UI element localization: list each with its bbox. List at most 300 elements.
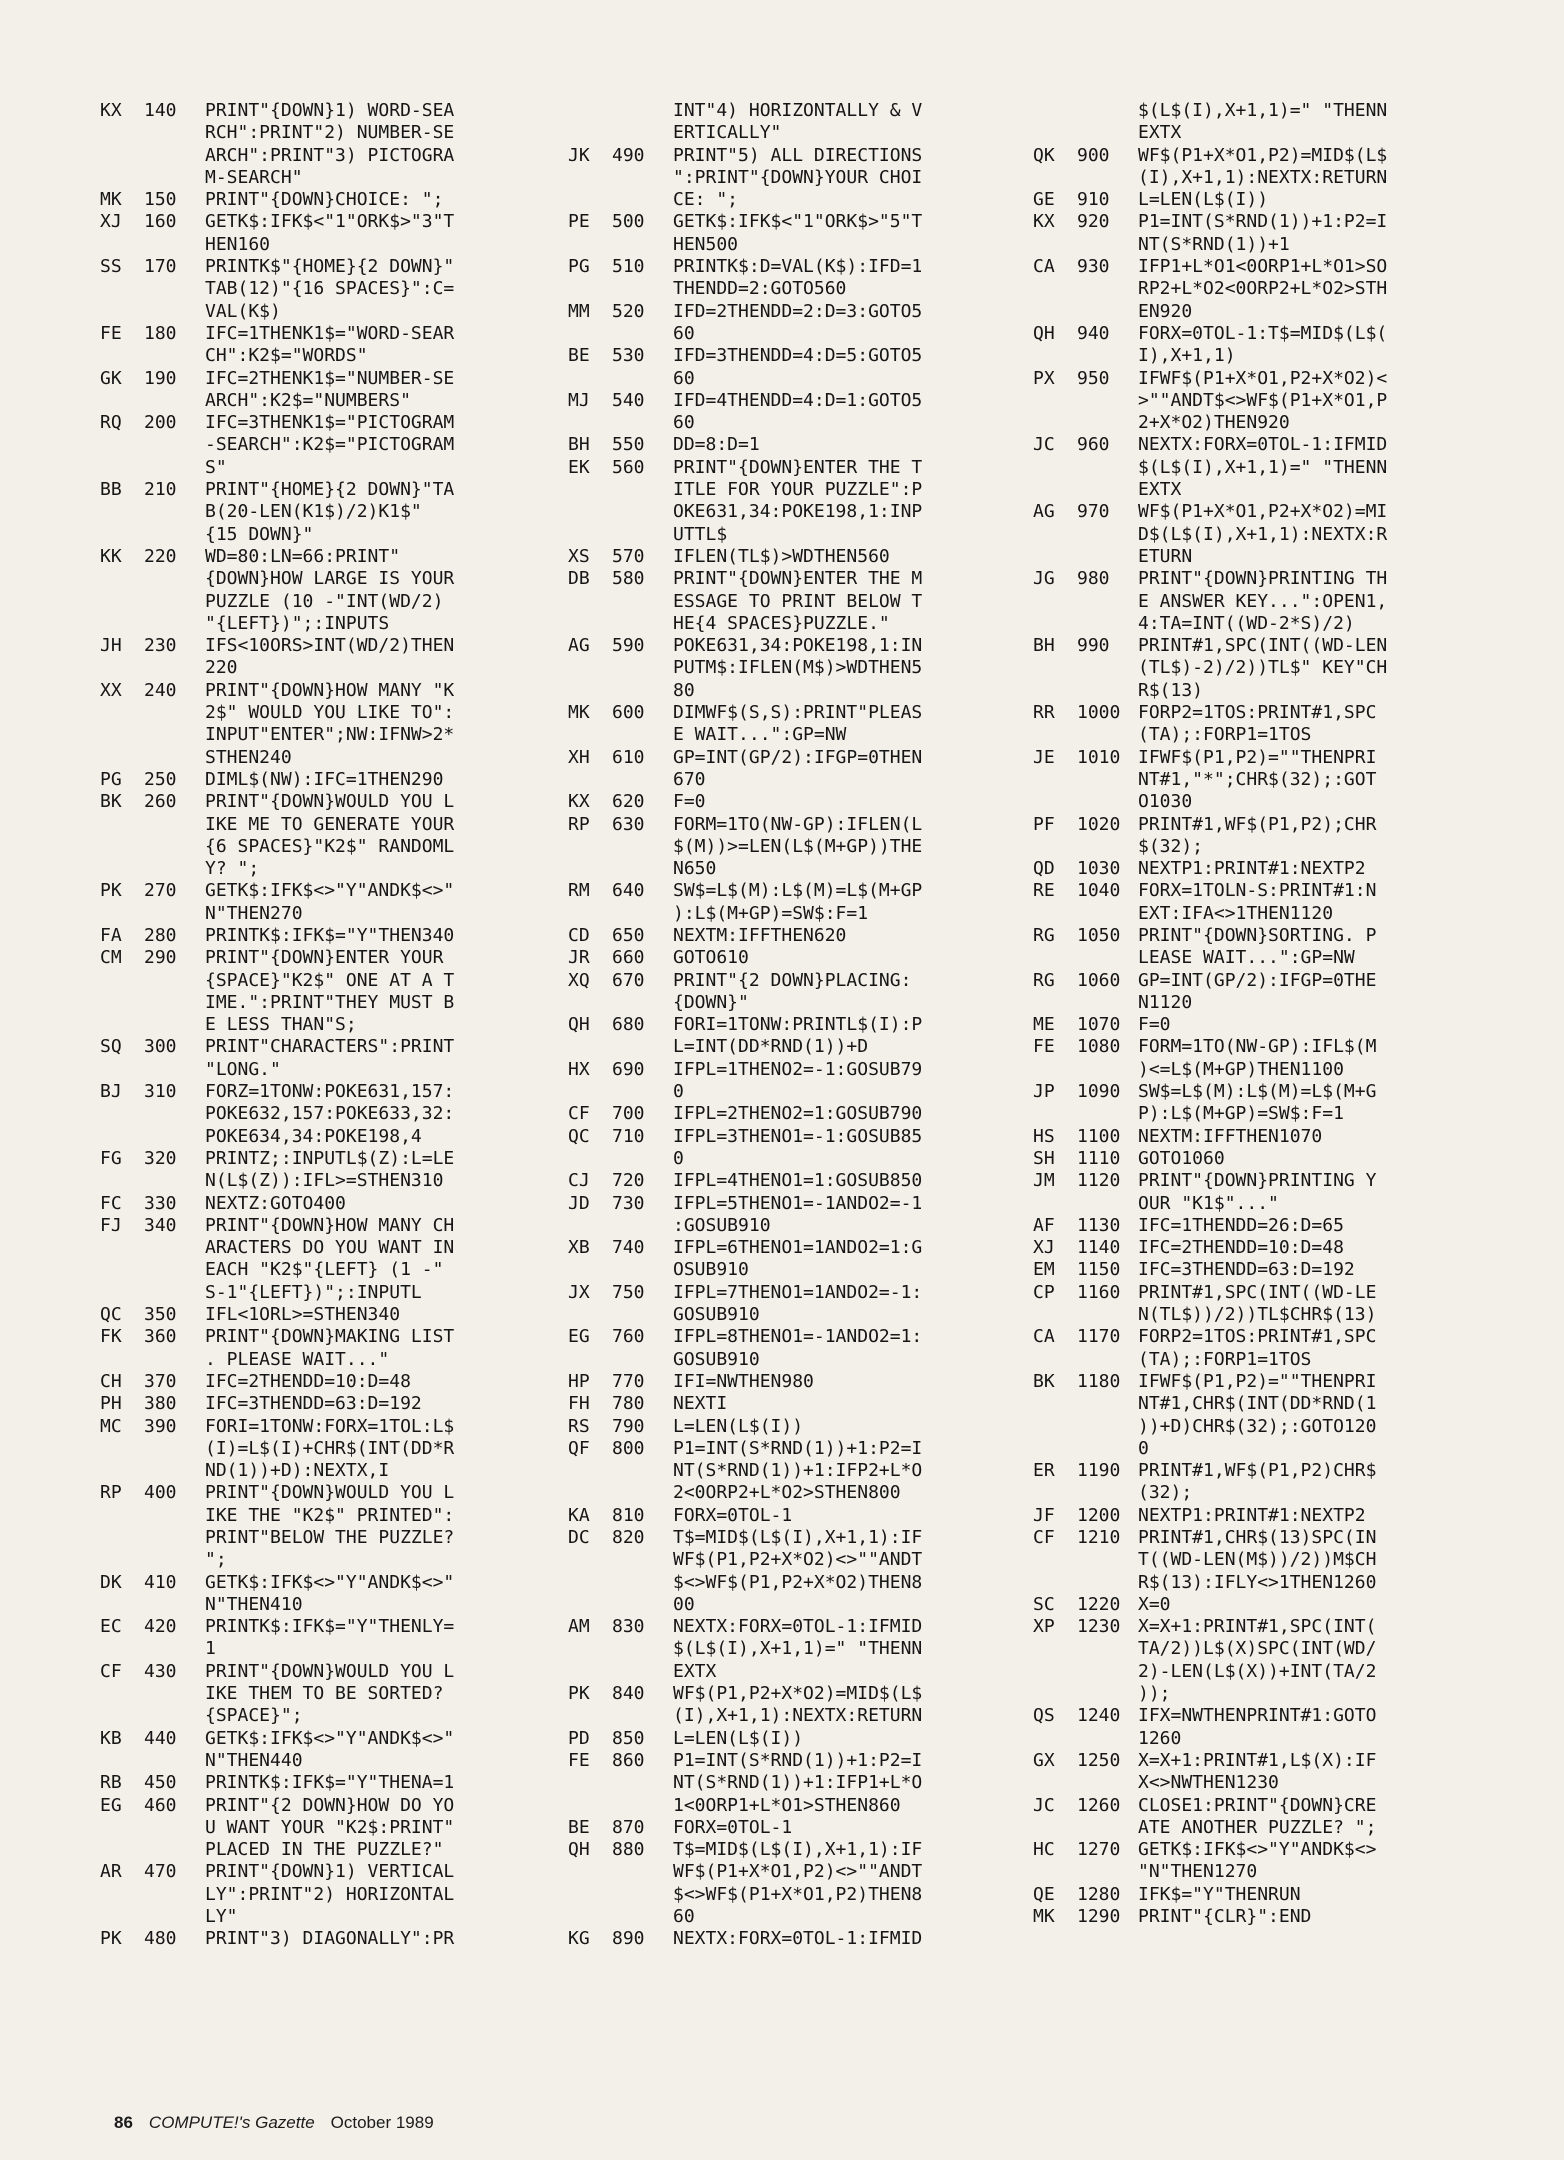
code-continuation-line xyxy=(100,1705,536,1727)
code-continuation-line xyxy=(568,858,1006,880)
code-continuation-line xyxy=(568,1549,1006,1571)
checksum-code: GX xyxy=(1033,1749,1055,1771)
line-number: 380 xyxy=(144,1393,177,1415)
code-text: L=INT(DD*RND(1))+D xyxy=(673,1036,869,1058)
line-number: 190 xyxy=(144,367,177,389)
code-text: PLACED IN THE PUZZLE?" xyxy=(205,1839,444,1861)
code-line xyxy=(100,1482,536,1504)
code-line xyxy=(568,145,1006,167)
code-continuation-line xyxy=(568,1304,1006,1326)
code-text: N"THEN270 xyxy=(205,902,303,924)
code-continuation-line xyxy=(1033,278,1469,300)
code-text: NEXTX:FORX=0TOL-1:IFMID xyxy=(1138,434,1388,456)
code-text: N1120 xyxy=(1138,991,1193,1013)
code-text: PRINT#1,WF$(P1,P2);CHR xyxy=(1138,813,1377,835)
line-number: 980 xyxy=(1077,568,1110,590)
line-number: 1170 xyxy=(1077,1326,1121,1348)
checksum-code: CM xyxy=(100,947,122,969)
checksum-code: EG xyxy=(568,1326,590,1348)
code-text: WF$(P1,P2+X*O2)=MID$(L$ xyxy=(673,1683,923,1705)
code-continuation-line xyxy=(568,1081,1006,1103)
line-number: 580 xyxy=(612,568,645,590)
code-continuation-line xyxy=(100,992,536,1014)
code-continuation-line xyxy=(100,747,536,769)
line-number: 680 xyxy=(612,1014,645,1036)
line-number: 840 xyxy=(612,1683,645,1705)
code-text: PRINT"3) DIAGONALLY":PR xyxy=(205,1928,455,1950)
line-number: 1040 xyxy=(1077,880,1121,902)
code-text: {SPACE}"; xyxy=(205,1705,303,1727)
code-text: IFC=2THENDD=10:D=48 xyxy=(205,1370,411,1392)
code-continuation-line xyxy=(1033,836,1469,858)
code-text: STHEN240 xyxy=(205,746,292,768)
checksum-code: BE xyxy=(568,1816,590,1838)
code-text: PRINT"{CLR}":END xyxy=(1138,1906,1312,1928)
line-number: 250 xyxy=(144,768,177,790)
code-text: NT(S*RND(1))+1:IFP2+L*O xyxy=(673,1460,923,1482)
line-number: 900 xyxy=(1077,144,1110,166)
code-line xyxy=(568,1103,1006,1125)
line-number: 450 xyxy=(144,1772,177,1794)
code-line xyxy=(100,925,536,947)
checksum-code: XS xyxy=(568,545,590,567)
line-number: 1140 xyxy=(1077,1237,1121,1259)
code-text: IFC=1THENK1$="WORD-SEAR xyxy=(205,322,455,344)
line-number: 740 xyxy=(612,1237,645,1259)
line-number: 410 xyxy=(144,1571,177,1593)
checksum-code: AF xyxy=(1033,1214,1055,1236)
code-text: IFWF$(P1+X*O1,P2+X*O2)< xyxy=(1138,367,1388,389)
code-text: B(20-LEN(K1$)/2)K1$" xyxy=(205,501,422,523)
code-text: $(32); xyxy=(1138,835,1204,857)
code-continuation-line xyxy=(1033,769,1469,791)
code-line xyxy=(1033,1884,1469,1906)
code-line xyxy=(1033,925,1469,947)
code-continuation-line xyxy=(1033,546,1469,568)
code-text: )<=L$(M+GP)THEN1100 xyxy=(1138,1058,1344,1080)
code-line xyxy=(1033,858,1469,880)
code-text: ND(1))+D):NEXTX,I xyxy=(205,1460,390,1482)
line-number: 500 xyxy=(612,211,645,233)
code-text: THENDD=2:GOTO560 xyxy=(673,278,847,300)
code-text: 1260 xyxy=(1138,1727,1182,1749)
code-text: IME.":PRINT"THEY MUST B xyxy=(205,991,455,1013)
code-text: IFLEN(TL$)>WDTHEN560 xyxy=(673,545,890,567)
checksum-code: PF xyxy=(1033,813,1055,835)
code-continuation-line xyxy=(568,657,1006,679)
code-line xyxy=(100,1193,536,1215)
code-continuation-line xyxy=(1033,680,1469,702)
checksum-code: QD xyxy=(1033,858,1055,880)
code-continuation-line xyxy=(1033,591,1469,613)
code-line xyxy=(100,1304,536,1326)
code-continuation-line xyxy=(100,167,536,189)
page-number: 86 xyxy=(114,2113,133,2132)
code-text: EXT:IFA<>1THEN1120 xyxy=(1138,902,1334,924)
code-continuation-line xyxy=(568,501,1006,523)
line-number: 1230 xyxy=(1077,1616,1121,1638)
code-text: NT(S*RND(1))+1:IFP1+L*O xyxy=(673,1772,923,1794)
code-continuation-line xyxy=(1033,724,1469,746)
line-number: 1200 xyxy=(1077,1504,1121,1526)
code-line xyxy=(100,1661,536,1683)
code-continuation-line xyxy=(100,1103,536,1125)
code-text: PRINTK$:IFK$="Y"THEN340 xyxy=(205,924,455,946)
code-text: IFWF$(P1,P2)=""THENPRI xyxy=(1138,1370,1377,1392)
code-line xyxy=(568,1728,1006,1750)
code-line xyxy=(568,1193,1006,1215)
code-continuation-line xyxy=(1033,1728,1469,1750)
line-number: 890 xyxy=(612,1928,645,1950)
code-text: VAL(K$) xyxy=(205,300,281,322)
checksum-code: QK xyxy=(1033,144,1055,166)
line-number: 160 xyxy=(144,211,177,233)
code-continuation-line xyxy=(100,434,536,456)
page-footer xyxy=(114,2113,434,2133)
code-line xyxy=(1033,568,1469,590)
code-continuation-line xyxy=(100,1170,536,1192)
checksum-code: RG xyxy=(1033,924,1055,946)
code-line xyxy=(1033,1839,1469,1861)
code-text: IFI=NWTHEN980 xyxy=(673,1370,814,1392)
code-line xyxy=(100,791,536,813)
line-number: 230 xyxy=(144,635,177,657)
checksum-code: RM xyxy=(568,880,590,902)
code-continuation-line xyxy=(568,167,1006,189)
code-text: PRINT"{DOWN}HOW MANY "K xyxy=(205,679,455,701)
code-continuation-line xyxy=(100,1527,536,1549)
code-text: X=X+1:PRINT#1,SPC(INT( xyxy=(1138,1616,1377,1638)
code-text: OUR "K1$"..." xyxy=(1138,1192,1279,1214)
code-continuation-line xyxy=(100,345,536,367)
code-continuation-line xyxy=(100,457,536,479)
code-continuation-line xyxy=(100,1505,536,1527)
code-line xyxy=(100,211,536,233)
code-text: FORI=1TONW:PRINTL$(I):P xyxy=(673,1014,923,1036)
checksum-code: BK xyxy=(100,791,122,813)
listing-column-2 xyxy=(568,100,1006,1951)
line-number: 400 xyxy=(144,1482,177,1504)
code-text: FORX=0TOL-1 xyxy=(673,1504,793,1526)
line-number: 270 xyxy=(144,880,177,902)
code-text: (I),X+1,1):NEXTX:RETURN xyxy=(1138,166,1388,188)
line-number: 1120 xyxy=(1077,1170,1121,1192)
code-text: PRINT"{DOWN}MAKING LIST xyxy=(205,1326,455,1348)
code-continuation-line xyxy=(100,702,536,724)
code-text: I),X+1,1) xyxy=(1138,345,1236,367)
code-text: PRINT"{DOWN}WOULD YOU L xyxy=(205,791,455,813)
code-line xyxy=(100,769,536,791)
code-line xyxy=(568,390,1006,412)
code-continuation-line xyxy=(568,769,1006,791)
code-text: PUZZLE (10 -"INT(WD/2) xyxy=(205,590,444,612)
checksum-code: FE xyxy=(1033,1036,1055,1058)
code-continuation-line xyxy=(100,858,536,880)
code-line xyxy=(568,1059,1006,1081)
code-text: FORX=0TOL-1:T$=MID$(L$( xyxy=(1138,322,1388,344)
code-continuation-line xyxy=(100,278,536,300)
checksum-code: CP xyxy=(1033,1281,1055,1303)
code-continuation-line xyxy=(100,1349,536,1371)
line-number: 1090 xyxy=(1077,1081,1121,1103)
code-text: NEXTM:IFFTHEN1070 xyxy=(1138,1125,1323,1147)
code-text: N"THEN440 xyxy=(205,1749,303,1771)
code-line xyxy=(1033,702,1469,724)
line-number: 540 xyxy=(612,389,645,411)
code-text: NT(S*RND(1))+1 xyxy=(1138,233,1290,255)
code-text: 2$" WOULD YOU LIKE TO": xyxy=(205,702,455,724)
line-number: 910 xyxy=(1077,189,1110,211)
code-text: PRINT"{DOWN}1) VERTICAL xyxy=(205,1861,455,1883)
code-line xyxy=(568,1683,1006,1705)
code-text: X=0 xyxy=(1138,1593,1171,1615)
code-line xyxy=(568,814,1006,836)
checksum-code: BB xyxy=(100,479,122,501)
code-text: IKE THEM TO BE SORTED? xyxy=(205,1683,444,1705)
code-continuation-line xyxy=(568,1572,1006,1594)
code-text: (TA);:FORP1=1TOS xyxy=(1138,724,1312,746)
code-text: (TL$)-2)/2))TL$" KEY"CH xyxy=(1138,657,1388,679)
code-line xyxy=(568,635,1006,657)
line-number: 950 xyxy=(1077,367,1110,389)
code-text: GP=INT(GP/2):IFGP=0THEN xyxy=(673,746,923,768)
checksum-code: SQ xyxy=(100,1036,122,1058)
code-continuation-line xyxy=(100,1683,536,1705)
code-line xyxy=(100,1795,536,1817)
code-continuation-line xyxy=(100,724,536,746)
code-text: 2<0ORP2+L*O2>STHEN800 xyxy=(673,1482,901,1504)
line-number: 730 xyxy=(612,1192,645,1214)
code-text: PRINT"{DOWN}ENTER YOUR xyxy=(205,947,444,969)
checksum-code: SC xyxy=(1033,1593,1055,1615)
code-text: PRINTZ;:INPUTL$(Z):L=LE xyxy=(205,1147,455,1169)
checksum-code: KX xyxy=(568,791,590,813)
code-text: $(L$(I),X+1,1)=" "THENN xyxy=(1138,100,1388,121)
code-text: (I),X+1,1):NEXTX:RETURN xyxy=(673,1705,923,1727)
code-text: IFPL=5THENO1=-1ANDO2=-1 xyxy=(673,1192,923,1214)
code-text: PRINTK$:IFK$="Y"THENA=1 xyxy=(205,1772,455,1794)
code-continuation-line xyxy=(568,1772,1006,1794)
code-line xyxy=(1033,211,1469,233)
code-text: PRINT#1,SPC(INT((WD-LE xyxy=(1138,1281,1377,1303)
code-line xyxy=(1033,1371,1469,1393)
code-continuation-line xyxy=(100,591,536,613)
line-number: 830 xyxy=(612,1616,645,1638)
code-continuation-line xyxy=(1033,1103,1469,1125)
magazine-title: COMPUTE!'s Gazette xyxy=(148,2113,315,2132)
code-continuation-line xyxy=(568,278,1006,300)
code-continuation-line xyxy=(1033,992,1469,1014)
line-number: 1220 xyxy=(1077,1593,1121,1615)
code-text: TA/2))L$(X)SPC(INT(WD/ xyxy=(1138,1638,1377,1660)
checksum-code: CF xyxy=(1033,1527,1055,1548)
line-number: 800 xyxy=(612,1437,645,1459)
code-text: P):L$(M+GP)=SW$:F=1 xyxy=(1138,1103,1344,1125)
code-text: OKE631,34:POKE198,1:INP xyxy=(673,501,923,523)
code-line xyxy=(568,1928,1006,1950)
code-continuation-line xyxy=(100,1638,536,1660)
code-line xyxy=(568,457,1006,479)
code-text: LY":PRINT"2) HORIZONTAL xyxy=(205,1883,455,1905)
code-line xyxy=(1033,1215,1469,1237)
code-line xyxy=(1033,1126,1469,1148)
code-text: F=0 xyxy=(1138,1014,1171,1036)
checksum-code: CH xyxy=(100,1370,122,1392)
code-continuation-line xyxy=(568,1148,1006,1170)
code-text: 60 xyxy=(673,322,695,344)
code-line xyxy=(100,546,536,568)
code-text: IFD=2THENDD=2:D=3:GOTO5 xyxy=(673,300,923,322)
checksum-code: KA xyxy=(568,1504,590,1526)
code-text: CE: "; xyxy=(673,189,739,211)
code-continuation-line xyxy=(1033,1304,1469,1326)
code-text: POKE632,157:POKE633,32: xyxy=(205,1103,455,1125)
line-number: 310 xyxy=(144,1081,177,1103)
code-text: T$=MID$(L$(I),X+1,1):IF xyxy=(673,1527,923,1548)
code-continuation-line xyxy=(1033,524,1469,546)
code-continuation-line xyxy=(1033,1861,1469,1883)
code-text: SW$=L$(M):L$(M)=L$(M+G xyxy=(1138,1081,1377,1103)
code-line xyxy=(100,1861,536,1883)
code-line xyxy=(1033,1170,1469,1192)
code-line xyxy=(100,1928,536,1950)
code-text: FORI=1TONW:FORX=1TOL:L$ xyxy=(205,1415,455,1437)
line-number: 1190 xyxy=(1077,1460,1121,1482)
code-text: ":PRINT"{DOWN}YOUR CHOI xyxy=(673,166,923,188)
code-continuation-line xyxy=(568,1594,1006,1616)
line-number: 300 xyxy=(144,1036,177,1058)
line-number: 440 xyxy=(144,1727,177,1749)
checksum-code: FK xyxy=(100,1326,122,1348)
code-text: LEASE WAIT...":GP=NW xyxy=(1138,947,1355,969)
code-line xyxy=(1033,635,1469,657)
code-text: OSUB910 xyxy=(673,1259,749,1281)
line-number: 220 xyxy=(144,545,177,567)
line-number: 530 xyxy=(612,345,645,367)
line-number: 330 xyxy=(144,1192,177,1214)
checksum-code: XQ xyxy=(568,969,590,991)
code-line xyxy=(568,1817,1006,1839)
checksum-code: EC xyxy=(100,1616,122,1638)
code-line xyxy=(1033,747,1469,769)
code-text: F=0 xyxy=(673,791,706,813)
checksum-code: KG xyxy=(568,1928,590,1950)
line-number: 290 xyxy=(144,947,177,969)
line-number: 340 xyxy=(144,1214,177,1236)
checksum-code: JF xyxy=(1033,1504,1055,1526)
code-text: E WAIT...":GP=NW xyxy=(673,724,847,746)
line-number: 700 xyxy=(612,1103,645,1125)
line-number: 1010 xyxy=(1077,746,1121,768)
code-continuation-line xyxy=(568,680,1006,702)
checksum-code: PK xyxy=(568,1683,590,1705)
code-continuation-line xyxy=(568,724,1006,746)
code-text: (TA);:FORP1=1TOS xyxy=(1138,1348,1312,1370)
code-text: "N"THEN1270 xyxy=(1138,1861,1258,1883)
line-number: 490 xyxy=(612,144,645,166)
code-text: ATE ANOTHER PUZZLE? "; xyxy=(1138,1816,1377,1838)
line-number: 170 xyxy=(144,256,177,278)
checksum-code: QH xyxy=(1033,322,1055,344)
code-line xyxy=(1033,256,1469,278)
checksum-code: PG xyxy=(568,256,590,278)
code-text: NEXTI xyxy=(673,1393,728,1415)
code-continuation-line xyxy=(568,368,1006,390)
code-line xyxy=(568,211,1006,233)
line-number: 720 xyxy=(612,1170,645,1192)
code-text: . PLEASE WAIT..." xyxy=(205,1348,390,1370)
code-line xyxy=(568,256,1006,278)
checksum-code: KX xyxy=(1033,211,1055,233)
code-continuation-line xyxy=(100,836,536,858)
code-text: {6 SPACES}"K2$" RANDOML xyxy=(205,835,455,857)
code-continuation-line xyxy=(1033,1661,1469,1683)
code-text: U WANT YOUR "K2$:PRINT" xyxy=(205,1816,455,1838)
checksum-code: EG xyxy=(100,1794,122,1816)
code-text: IFD=3THENDD=4:D=5:GOTO5 xyxy=(673,345,923,367)
line-number: 350 xyxy=(144,1304,177,1326)
code-continuation-line xyxy=(568,613,1006,635)
checksum-code: RS xyxy=(568,1415,590,1437)
code-text: E LESS THAN"S; xyxy=(205,1014,357,1036)
code-continuation-line xyxy=(100,1059,536,1081)
checksum-code: MK xyxy=(568,702,590,724)
code-text: IFC=2THENDD=10:D=48 xyxy=(1138,1237,1344,1259)
checksum-code: JE xyxy=(1033,746,1055,768)
code-text: GOTO1060 xyxy=(1138,1147,1225,1169)
line-number: 620 xyxy=(612,791,645,813)
code-text: IFPL=2THENO2=1:GOSUB790 xyxy=(673,1103,923,1125)
listing-column-3 xyxy=(1033,100,1469,1928)
code-text: PRINT"{DOWN}PRINTING Y xyxy=(1138,1170,1377,1192)
code-line xyxy=(100,880,536,902)
code-continuation-line xyxy=(100,1906,536,1928)
code-line xyxy=(568,345,1006,367)
code-text: IFS<10ORS>INT(WD/2)THEN xyxy=(205,635,455,657)
line-number: 520 xyxy=(612,300,645,322)
code-text: EXTX xyxy=(673,1660,717,1682)
checksum-code: QF xyxy=(568,1437,590,1459)
code-continuation-line xyxy=(100,1126,536,1148)
code-continuation-line xyxy=(1033,657,1469,679)
code-text: ARCH":PRINT"3) PICTOGRA xyxy=(205,144,455,166)
checksum-code: XH xyxy=(568,746,590,768)
line-number: 630 xyxy=(612,813,645,835)
checksum-code: BJ xyxy=(100,1081,122,1103)
code-continuation-line xyxy=(100,1549,536,1571)
checksum-code: RQ xyxy=(100,412,122,434)
code-continuation-line xyxy=(1033,1572,1469,1594)
line-number: 850 xyxy=(612,1727,645,1749)
code-text: IFK$="Y"THENRUN xyxy=(1138,1883,1301,1905)
code-line xyxy=(568,1616,1006,1638)
code-line xyxy=(1033,1505,1469,1527)
code-text: 1<0ORP1+L*O1>STHEN860 xyxy=(673,1794,901,1816)
code-continuation-line xyxy=(1033,1193,1469,1215)
code-line xyxy=(568,880,1006,902)
code-text: GOSUB910 xyxy=(673,1348,760,1370)
checksum-code: MK xyxy=(1033,1906,1055,1928)
code-continuation-line xyxy=(568,992,1006,1014)
checksum-code: CF xyxy=(568,1103,590,1125)
checksum-code: RB xyxy=(100,1772,122,1794)
code-text: DD=8:D=1 xyxy=(673,434,760,456)
code-text: FORP2=1TOS:PRINT#1,SPC xyxy=(1138,702,1377,724)
line-number: 1000 xyxy=(1077,702,1121,724)
checksum-code: AR xyxy=(100,1861,122,1883)
checksum-code: JK xyxy=(568,144,590,166)
code-line xyxy=(568,1438,1006,1460)
